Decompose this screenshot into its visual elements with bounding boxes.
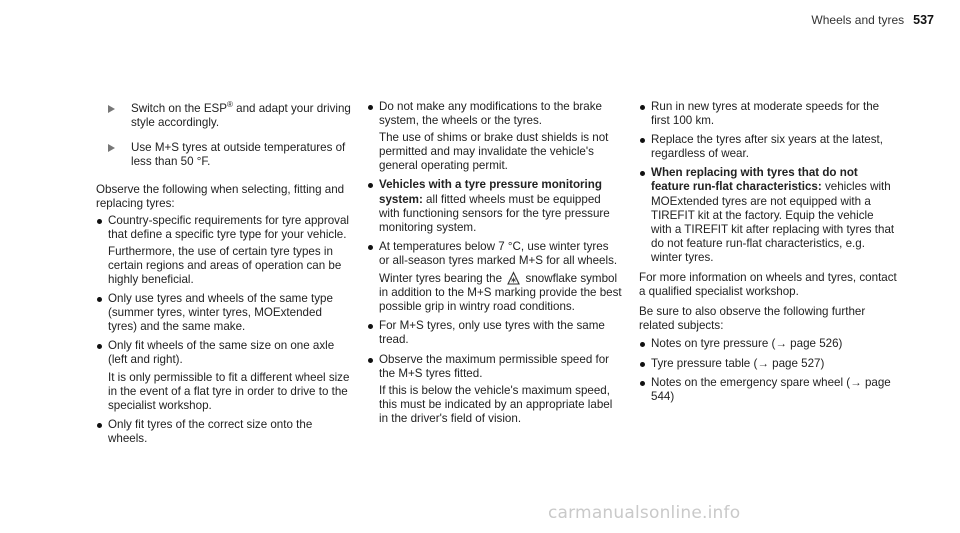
intro-paragraph: Observe the following when selecting, fitting and replacing tyres: (96, 183, 345, 211)
list-item: Do not make any modifications to the brake system, the wheels or the tyres. The use of shims or brake dust shields is not permitted and may invalidate the vehicle's general operating permit. (367, 100, 622, 173)
related-link[interactable]: Notes on the emergency spare wheel (→ page 544) (639, 376, 897, 404)
bullet-icon (97, 297, 102, 302)
bullet-icon (640, 381, 645, 386)
bullet-icon (368, 324, 373, 329)
list-item: At temperatures below 7 °C, use winter tyres or all-season tyres marked M+S for all wheels. Winter tyres bearing the snowflake symbol in addition to the M+S marking provide the best possible grip in wintry road conditions. (367, 240, 622, 314)
list-item: Vehicles with a tyre pressure monitoring system: all fitted wheels must be equipped with functioning sensors for the tyre pressure monitoring system. (367, 178, 622, 234)
bullet-icon (368, 358, 373, 363)
related-intro: Be sure to also observe the following further related subjects: (639, 305, 866, 333)
bullet-icon (640, 138, 645, 143)
section-title: Wheels and tyres (811, 13, 905, 27)
list-item: Only fit tyres of the correct size onto the wheels. (96, 418, 352, 446)
list-item: Observe the maximum permissible speed for the M+S tyres fitted. If this is below the vehicle's maximum speed, this must be indicated by an appropriate label in the driver's field of vision. (367, 353, 622, 426)
bullet-icon (97, 219, 102, 224)
list-item: Run in new tyres at moderate speeds for the first 100 km. (639, 100, 897, 128)
bullet-icon (97, 423, 102, 428)
column-middle (367, 100, 622, 426)
list-item: When replacing with tyres that do not feature run-flat characteristics: vehicles with MOExtended tyres are not equipped with a TIREFIT kit at the factory. Equip the vehicle with a TIREFIT kit after replacing with tyres that do not feature run-flat characteristics, e.g. winter tyres. (639, 166, 897, 265)
bullet-icon (368, 245, 373, 250)
snowflake-mountain-icon (507, 271, 520, 285)
related-link[interactable]: Tyre pressure table (→ page 527) (639, 357, 897, 371)
bullet-icon (97, 344, 102, 349)
column-left (96, 102, 352, 446)
action-step: Switch on the ESP® and adapt your driving style accordingly. (108, 102, 352, 130)
bullet-icon (640, 342, 645, 347)
bullet-icon (640, 171, 645, 176)
action-arrow-icon (108, 144, 115, 152)
list-item: For M+S tyres, only use tyres with the same tread. (367, 319, 622, 347)
action-arrow-icon (108, 105, 115, 113)
bullet-icon (640, 105, 645, 110)
list-item: Country-specific requirements for tyre approval that define a specific tyre type for your vehicle. Furthermore, the use of certain tyre types in certain regions and areas of operation can be highly beneficial. (96, 214, 352, 287)
bullet-icon (640, 362, 645, 367)
list-item: Only fit wheels of the same size on one axle (left and right). It is only permissible to fit a different wheel size in the event of a flat tyre in order to drive to the specialist workshop. (96, 339, 352, 412)
related-link[interactable]: Notes on tyre pressure (→ page 526) (639, 337, 897, 351)
contact-paragraph: For more information on wheels and tyres, contact a qualified specialist workshop. (639, 271, 897, 299)
watermark: carmanualsonline.info (548, 503, 741, 523)
bullet-icon (368, 105, 373, 110)
page-number: 537 (913, 13, 934, 27)
bullet-icon (368, 183, 373, 188)
action-step: Use M+S tyres at outside temperatures of less than 50 °F. (108, 141, 352, 169)
list-item: Only use tyres and wheels of the same type (summer tyres, winter tyres, MOExtended tyres) and the same make. (96, 292, 352, 334)
page-header (811, 13, 934, 27)
list-item: Replace the tyres after six years at the latest, regardless of wear. (639, 133, 897, 161)
column-right (639, 100, 897, 404)
